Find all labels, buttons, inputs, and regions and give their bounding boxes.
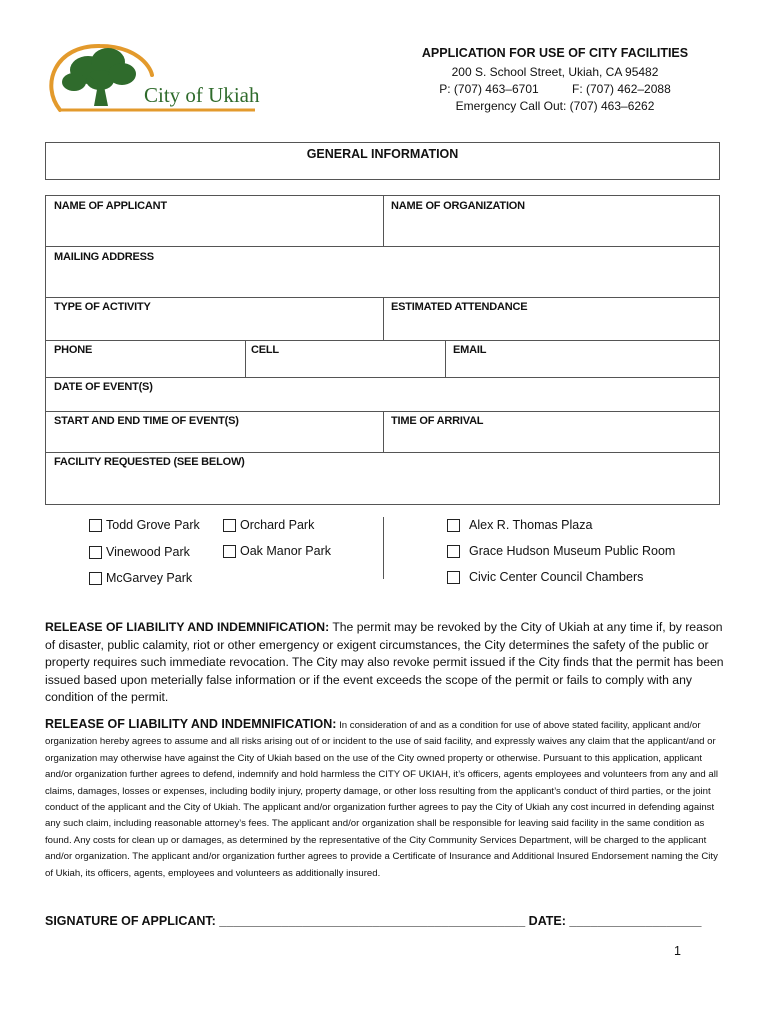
release-heading: RELEASE OF LIABILITY AND INDEMNIFICATION:	[45, 717, 337, 731]
signature-line[interactable]: SIGNATURE OF APPLICANT: ____________________________________________ DATE: ___________________	[45, 914, 702, 928]
application-form-grid	[45, 195, 720, 505]
facility-label: McGarvey Park	[106, 571, 193, 585]
city-of-ukiah-logo	[40, 40, 260, 120]
row-divider	[46, 340, 719, 341]
row-divider	[46, 246, 719, 247]
facility-label: Civic Center Council Chambers	[469, 570, 644, 584]
event-time-field[interactable]: START AND END TIME OF EVENT(S)	[54, 415, 239, 427]
facility-option-oak-manor[interactable]	[223, 543, 331, 559]
col-divider	[445, 340, 446, 377]
email-field[interactable]: EMAIL	[453, 344, 487, 356]
checkbox-icon[interactable]	[447, 571, 460, 584]
general-information-title: GENERAL INFORMATION	[306, 147, 459, 161]
organization-name-field[interactable]: NAME OF ORGANIZATION	[391, 200, 525, 212]
estimated-attendance-field[interactable]: ESTIMATED ATTENDANCE	[391, 301, 528, 313]
release-text: In consideration of and as a condition for use of above stated facility, applicant and/or organization hereby agrees to assume and all risks arising out of or incident to the use of said facility, and expressly waives any claim that the applicant/and or organization may otherwise have against the City of Ukiah based on the use of the City owned property or otherwise. Pursuant to this application, applicant and/or organization further agrees to defend, indemnify and hold harmless the CITY OF UKIAH, it’s officers, agents employees and volunteers from any and all claims, damages, losses or expenses, including bodily injury, property damage, or other loss resulting from the applicant’s conduct of third parties, or the joint conduct of the applicant and the City of Ukiah. The applicant and/or organization further agrees to pay the City of Ukiah any cost incurred in defending against any such claim, including reasonable attorney’s fees. The applicant and/or organization shall be responsible for leaving said facility in the same condition as found. Any costs for clean up or damages, as determined by the representative of the City Community Services Department, will be charged to the applicant and/or organization. The applicant and/or organization further agrees to provide a Certificate of Insurance and Additional Insured Endorsement naming the City of Ukiah, its officers, agents, employees and volunteers as additionally insured.	[45, 720, 718, 879]
release-paragraph-2	[45, 716, 727, 882]
facility-column-divider	[383, 517, 384, 579]
checkbox-icon[interactable]	[89, 546, 102, 559]
facility-option-todd-grove[interactable]	[89, 517, 200, 533]
activity-type-field[interactable]: TYPE OF ACTIVITY	[54, 301, 151, 313]
page-number: 1	[674, 944, 681, 958]
col-divider	[383, 196, 384, 246]
checkbox-icon[interactable]	[447, 519, 460, 532]
header-address: 200 S. School Street, Ukiah, CA 95482	[451, 65, 659, 79]
checkbox-icon[interactable]	[89, 572, 102, 585]
row-divider	[46, 452, 719, 453]
event-date-field[interactable]: DATE OF EVENT(S)	[54, 381, 153, 393]
facility-label: Grace Hudson Museum Public Room	[469, 544, 676, 558]
facility-option-vinewood[interactable]	[89, 544, 190, 560]
checkbox-icon[interactable]	[223, 545, 236, 558]
facility-requested-field[interactable]: FACILITY REQUESTED (SEE BELOW)	[54, 456, 245, 468]
facility-option-civic-center[interactable]	[447, 569, 643, 585]
facility-option-thomas-plaza[interactable]	[447, 517, 592, 533]
col-divider	[383, 411, 384, 452]
release-heading: RELEASE OF LIABILITY AND INDEMNIFICATION:	[45, 620, 330, 634]
cell-field[interactable]: CELL	[251, 344, 279, 356]
facility-label: Todd Grove Park	[106, 518, 200, 532]
arrival-time-field[interactable]: TIME OF ARRIVAL	[391, 415, 484, 427]
facility-label: Vinewood Park	[106, 545, 190, 559]
facility-label: Oak Manor Park	[240, 544, 332, 558]
col-divider	[383, 297, 384, 340]
svg-text:City of Ukiah: City of Ukiah	[144, 83, 260, 107]
checkbox-icon[interactable]	[447, 545, 460, 558]
release-text: The permit may be revoked by the City of Ukiah at any time if, by reason of disaster, public calamity, riot or other emergency or exigent circumstances, the City determines the safety of the public or property requires such immediate revocation. The City may also revoke permit issued if the City finds that the permit has been issued based upon meterially false information or if the event exceeds the scope of the permit or fails to comply with any condition of the permit.	[45, 620, 724, 704]
facility-option-mcgarvey[interactable]	[89, 570, 192, 586]
facility-option-hudson-museum[interactable]	[447, 543, 675, 559]
checkbox-icon[interactable]	[223, 519, 236, 532]
mailing-address-field[interactable]: MAILING ADDRESS	[54, 251, 154, 263]
oak-tree-logo-icon	[40, 40, 260, 120]
col-divider	[245, 340, 246, 377]
facility-option-orchard[interactable]	[223, 517, 314, 533]
header-emergency: Emergency Call Out: (707) 463–6262	[455, 99, 655, 113]
header-phone-fax: P: (707) 463–6701 F: (707) 462–2088	[439, 82, 671, 96]
facility-label: Alex R. Thomas Plaza	[469, 518, 593, 532]
applicant-name-field[interactable]: NAME OF APPLICANT	[54, 200, 167, 212]
facility-label: Orchard Park	[240, 518, 315, 532]
release-paragraph-1	[45, 619, 725, 707]
checkbox-icon[interactable]	[89, 519, 102, 532]
phone-field[interactable]: PHONE	[54, 344, 93, 356]
row-divider	[46, 377, 719, 378]
form-title: APPLICATION FOR USE OF CITY FACILITIES	[421, 46, 689, 60]
general-information-box	[45, 142, 720, 180]
